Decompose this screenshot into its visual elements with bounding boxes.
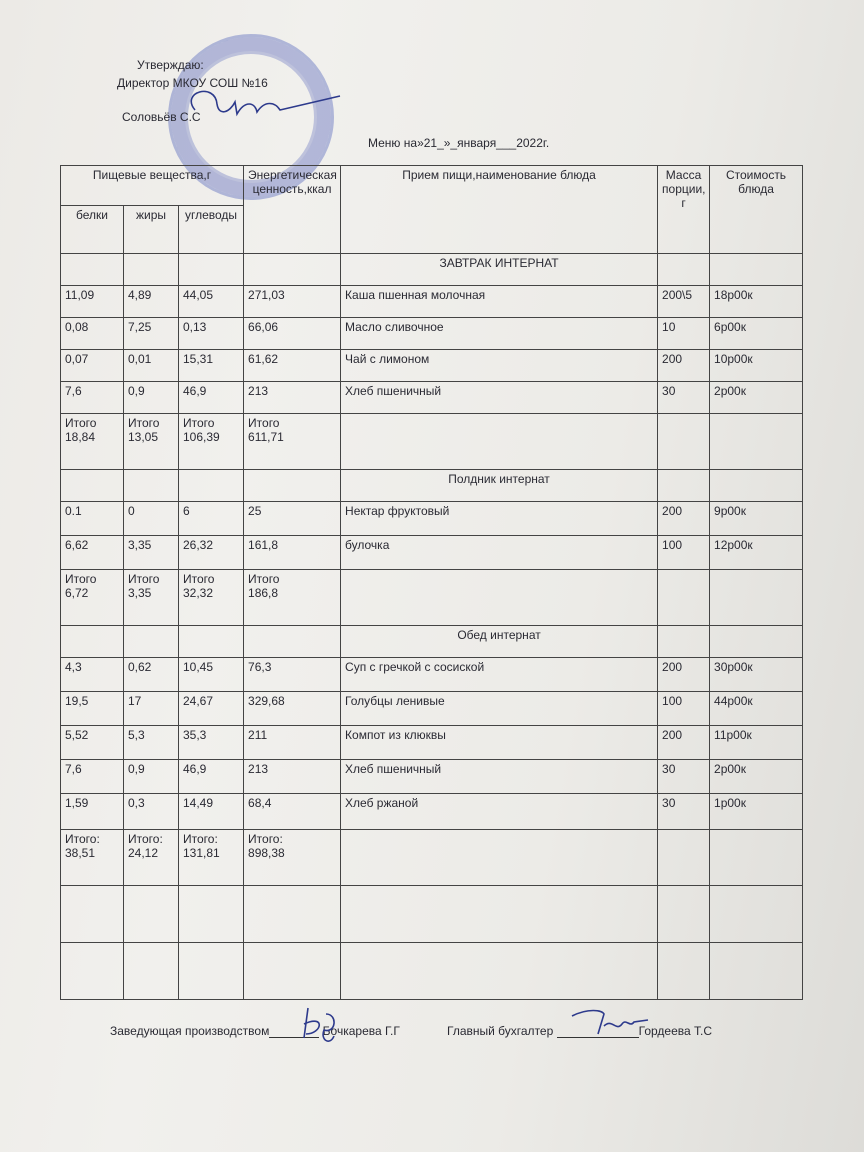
production-signature — [296, 1000, 344, 1048]
header-nutrients: Пищевые вещества,г — [61, 166, 244, 206]
cell-mass: 200 — [658, 502, 710, 536]
section-row-snack — [61, 470, 803, 502]
cell-carb: 46,9 — [179, 382, 244, 414]
cell-mass: 100 — [658, 536, 710, 570]
menu-title: Меню на»21_»_января___2022г. — [368, 136, 550, 150]
cell-carb: 24,67 — [179, 692, 244, 726]
header-protein: белки — [61, 206, 124, 254]
cell-carb: 10,45 — [179, 658, 244, 692]
section-title-breakfast: ЗАВТРАК ИНТЕРНАТ — [341, 254, 658, 286]
cell-protein: 0,07 — [61, 350, 124, 382]
header-cost: Стоимость блюда — [710, 166, 803, 254]
cell-fat: 0,01 — [124, 350, 179, 382]
director-name: Соловьёв С.С — [122, 110, 201, 124]
cell-cost: 2р00к — [710, 382, 803, 414]
cell-carb: 46,9 — [179, 760, 244, 794]
cell-dish: Голубцы ленивые — [341, 692, 658, 726]
cell-dish: Хлеб пшеничный — [341, 760, 658, 794]
table-row — [61, 286, 803, 318]
cell-dish: Масло сливочное — [341, 318, 658, 350]
cell-fat: 0,3 — [124, 794, 179, 830]
table-row — [61, 382, 803, 414]
cell-fat: 17 — [124, 692, 179, 726]
cell-dish: булочка — [341, 536, 658, 570]
cell-energy: 213 — [244, 760, 341, 794]
header-energy: Энергетическая ценность,ккал — [244, 166, 341, 254]
total-fat: Итого: 24,12 — [124, 830, 179, 886]
cell-protein: 11,09 — [61, 286, 124, 318]
cell-energy: 271,03 — [244, 286, 341, 318]
total-protein: Итого 18,84 — [61, 414, 124, 470]
cell-carb: 44,05 — [179, 286, 244, 318]
table-row — [61, 658, 803, 692]
production-label: Заведующая производством — [110, 1024, 270, 1038]
header-mass: Масса порции, г — [658, 166, 710, 254]
section-row-breakfast — [61, 254, 803, 286]
cell-energy: 76,3 — [244, 658, 341, 692]
cell-mass: 10 — [658, 318, 710, 350]
cell-protein: 7,6 — [61, 382, 124, 414]
cell-cost: 30р00к — [710, 658, 803, 692]
header-dish: Прием пищи,наименование блюда — [341, 166, 658, 254]
total-fat: Итого 3,35 — [124, 570, 179, 626]
cell-protein: 5,52 — [61, 726, 124, 760]
total-protein: Итого: 38,51 — [61, 830, 124, 886]
header-carb: углеводы — [179, 206, 244, 254]
cell-cost: 44р00к — [710, 692, 803, 726]
cell-dish: Компот из клюквы — [341, 726, 658, 760]
total-carb: Итого 106,39 — [179, 414, 244, 470]
cell-carb: 0,13 — [179, 318, 244, 350]
cell-protein: 4,3 — [61, 658, 124, 692]
cell-mass: 200 — [658, 726, 710, 760]
header-fat: жиры — [124, 206, 179, 254]
table-row — [61, 318, 803, 350]
cell-mass: 200\5 — [658, 286, 710, 318]
cell-fat: 0,62 — [124, 658, 179, 692]
cell-protein: 1,59 — [61, 794, 124, 830]
cell-fat: 0 — [124, 502, 179, 536]
cell-cost: 9р00к — [710, 502, 803, 536]
total-carb: Итого 32,32 — [179, 570, 244, 626]
total-energy: Итого 611,71 — [244, 414, 341, 470]
cell-cost: 10р00к — [710, 350, 803, 382]
cell-energy: 213 — [244, 382, 341, 414]
cell-mass: 30 — [658, 760, 710, 794]
cell-protein: 6,62 — [61, 536, 124, 570]
total-row — [61, 414, 803, 470]
total-energy: Итого: 898,38 — [244, 830, 341, 886]
total-row — [61, 830, 803, 886]
cell-mass: 200 — [658, 658, 710, 692]
table-row — [61, 692, 803, 726]
cell-energy: 61,62 — [244, 350, 341, 382]
cell-dish: Чай с лимоном — [341, 350, 658, 382]
cell-protein: 19,5 — [61, 692, 124, 726]
cell-protein: 0,08 — [61, 318, 124, 350]
cell-carb: 26,32 — [179, 536, 244, 570]
footer-production — [110, 1024, 400, 1038]
cell-mass: 200 — [658, 350, 710, 382]
cell-fat: 4,89 — [124, 286, 179, 318]
section-row-lunch — [61, 626, 803, 658]
cell-energy: 161,8 — [244, 536, 341, 570]
total-row — [61, 570, 803, 626]
accountant-name: Гордеева Т.С — [638, 1024, 712, 1038]
cell-protein: 0.1 — [61, 502, 124, 536]
table-row — [61, 350, 803, 382]
cell-mass: 30 — [658, 382, 710, 414]
cell-cost: 11р00к — [710, 726, 803, 760]
director-signature — [175, 82, 345, 127]
cell-cost: 2р00к — [710, 760, 803, 794]
table-row — [61, 536, 803, 570]
table-row — [61, 794, 803, 830]
empty-row — [61, 943, 803, 1000]
cell-mass: 100 — [658, 692, 710, 726]
cell-dish: Хлеб ржаной — [341, 794, 658, 830]
total-energy: Итого 186,8 — [244, 570, 341, 626]
director-title: Директор МКОУ СОШ №16 — [117, 76, 268, 90]
section-title-lunch: Обед интернат — [341, 626, 658, 658]
cell-cost: 12р00к — [710, 536, 803, 570]
cell-fat: 5,3 — [124, 726, 179, 760]
table-row — [61, 502, 803, 536]
cell-fat: 7,25 — [124, 318, 179, 350]
table-row — [61, 760, 803, 794]
cell-dish: Каша пшенная молочная — [341, 286, 658, 318]
cell-carb: 15,31 — [179, 350, 244, 382]
cell-mass: 30 — [658, 794, 710, 830]
cell-cost: 18р00к — [710, 286, 803, 318]
total-fat: Итого 13,05 — [124, 414, 179, 470]
empty-row — [61, 886, 803, 943]
cell-dish: Суп с гречкой с сосиской — [341, 658, 658, 692]
cell-energy: 66,06 — [244, 318, 341, 350]
cell-fat: 0,9 — [124, 382, 179, 414]
cell-protein: 7,6 — [61, 760, 124, 794]
cell-fat: 0,9 — [124, 760, 179, 794]
cell-energy: 68,4 — [244, 794, 341, 830]
cell-carb: 14,49 — [179, 794, 244, 830]
cell-energy: 329,68 — [244, 692, 341, 726]
menu-table — [60, 165, 803, 1000]
table-row — [61, 726, 803, 760]
cell-energy: 211 — [244, 726, 341, 760]
total-carb: Итого: 131,81 — [179, 830, 244, 886]
accountant-label: Главный бухгалтер — [447, 1024, 554, 1038]
cell-cost: 6р00к — [710, 318, 803, 350]
cell-dish: Нектар фруктовый — [341, 502, 658, 536]
accountant-signature — [568, 1004, 650, 1040]
production-name: Бочкарева Г.Г — [322, 1024, 400, 1038]
approval-label: Утверждаю: — [137, 58, 204, 72]
cell-cost: 1р00к — [710, 794, 803, 830]
cell-energy: 25 — [244, 502, 341, 536]
section-title-snack: Полдник интернат — [341, 470, 658, 502]
total-protein: Итого 6,72 — [61, 570, 124, 626]
cell-fat: 3,35 — [124, 536, 179, 570]
cell-carb: 35,3 — [179, 726, 244, 760]
cell-carb: 6 — [179, 502, 244, 536]
cell-dish: Хлеб пшеничный — [341, 382, 658, 414]
